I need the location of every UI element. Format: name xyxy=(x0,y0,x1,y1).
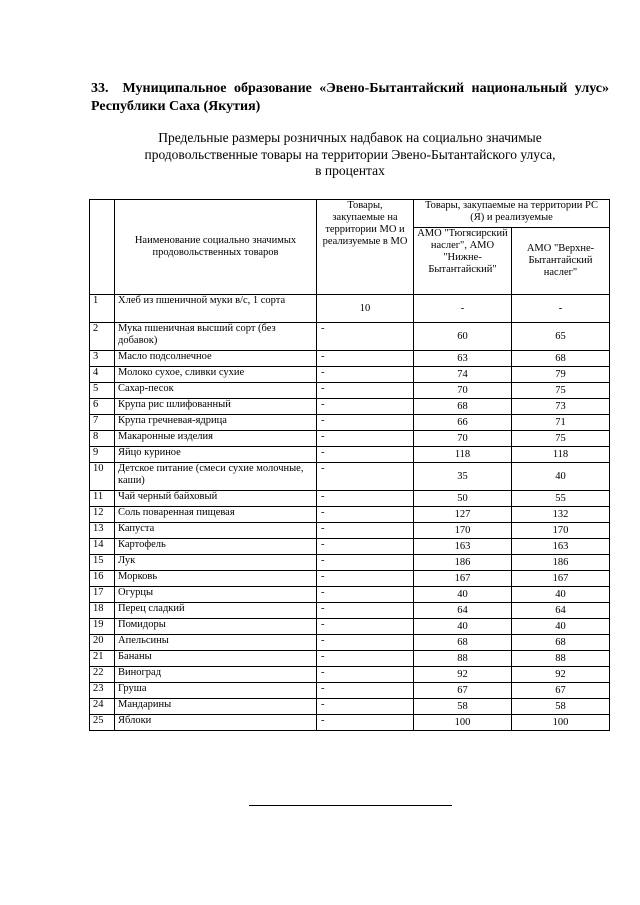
amo2-markup-value: 64 xyxy=(512,603,610,619)
amo2-markup-value: 88 xyxy=(512,651,610,667)
amo1-markup-value: 58 xyxy=(414,699,512,715)
header-amo-tyugyasir: АМО "Тюгясирский наслег", АМО "Нижне-Бытантайский" xyxy=(414,228,512,295)
mo-markup-value: - xyxy=(317,635,414,651)
table-caption xyxy=(91,130,609,180)
amo2-markup-value: 167 xyxy=(512,571,610,587)
table-row xyxy=(90,383,610,399)
mo-markup-value: - xyxy=(317,683,414,699)
table-row xyxy=(90,699,610,715)
table-row xyxy=(90,367,610,383)
product-name: Лук xyxy=(115,555,317,571)
amo1-markup-value: 74 xyxy=(414,367,512,383)
header-mo-goods: Товары, закупаемые на территории МО и реализуемые в МО xyxy=(317,200,414,295)
table-row xyxy=(90,351,610,367)
row-number: 25 xyxy=(90,715,115,731)
amo2-markup-value: 67 xyxy=(512,683,610,699)
product-name: Апельсины xyxy=(115,635,317,651)
row-number: 22 xyxy=(90,667,115,683)
row-number: 3 xyxy=(90,351,115,367)
product-name: Соль поваренная пищевая xyxy=(115,507,317,523)
amo1-markup-value: 70 xyxy=(414,383,512,399)
mo-markup-value: - xyxy=(317,651,414,667)
header-product-name: Наименование социально значимых продовольственных товаров xyxy=(115,200,317,295)
mo-markup-value: - xyxy=(317,555,414,571)
caption-line-2: продовольственные товары на территории Эвено-Бытантайского улуса, xyxy=(144,146,556,162)
table-row xyxy=(90,491,610,507)
table-row xyxy=(90,635,610,651)
amo2-markup-value: 65 xyxy=(512,323,610,351)
table-row xyxy=(90,523,610,539)
amo2-markup-value: 163 xyxy=(512,539,610,555)
amo2-markup-value: 73 xyxy=(512,399,610,415)
amo1-markup-value: 63 xyxy=(414,351,512,367)
table-row xyxy=(90,587,610,603)
product-name: Картофель xyxy=(115,539,317,555)
row-number: 7 xyxy=(90,415,115,431)
amo2-markup-value: 100 xyxy=(512,715,610,731)
table-row xyxy=(90,667,610,683)
mo-markup-value: - xyxy=(317,667,414,683)
amo1-markup-value: 170 xyxy=(414,523,512,539)
amo2-markup-value: 58 xyxy=(512,699,610,715)
mo-markup-value: - xyxy=(317,699,414,715)
table-row xyxy=(90,571,610,587)
table-row xyxy=(90,683,610,699)
amo1-markup-value: 40 xyxy=(414,619,512,635)
table-row xyxy=(90,507,610,523)
amo1-markup-value: 118 xyxy=(414,447,512,463)
amo1-markup-value: 167 xyxy=(414,571,512,587)
table-row xyxy=(90,431,610,447)
amo2-markup-value: 68 xyxy=(512,351,610,367)
mo-markup-value: - xyxy=(317,491,414,507)
amo1-markup-value: 70 xyxy=(414,431,512,447)
header-amo-verkhne: АМО "Верхне-Бытантайский наслег" xyxy=(512,228,610,295)
mo-markup-value: - xyxy=(317,507,414,523)
document-heading xyxy=(91,80,609,116)
mo-markup-value: - xyxy=(317,523,414,539)
row-number: 16 xyxy=(90,571,115,587)
amo1-markup-value: 68 xyxy=(414,635,512,651)
amo1-markup-value: 100 xyxy=(414,715,512,731)
table-row xyxy=(90,295,610,323)
product-name: Чай черный байховый xyxy=(115,491,317,507)
mo-markup-value: - xyxy=(317,603,414,619)
mo-markup-value: - xyxy=(317,351,414,367)
product-name: Перец сладкий xyxy=(115,603,317,619)
product-name: Молоко сухое, сливки сухие xyxy=(115,367,317,383)
table-row xyxy=(90,619,610,635)
product-name: Крупа рис шлифованный xyxy=(115,399,317,415)
mo-markup-value: - xyxy=(317,539,414,555)
table-row xyxy=(90,715,610,731)
mo-markup-value: - xyxy=(317,399,414,415)
product-name: Мука пшеничная высший сорт (без добавок) xyxy=(115,323,317,351)
product-name: Масло подсолнечное xyxy=(115,351,317,367)
row-number: 1 xyxy=(90,295,115,323)
amo1-markup-value: 66 xyxy=(414,415,512,431)
table-row xyxy=(90,651,610,667)
product-name: Мандарины xyxy=(115,699,317,715)
row-number: 10 xyxy=(90,463,115,491)
row-number: 23 xyxy=(90,683,115,699)
amo2-markup-value: 71 xyxy=(512,415,610,431)
product-name: Капуста xyxy=(115,523,317,539)
amo2-markup-value: 186 xyxy=(512,555,610,571)
mo-markup-value: 10 xyxy=(317,295,414,323)
table-row xyxy=(90,323,610,351)
table-body xyxy=(90,295,610,731)
mo-markup-value: - xyxy=(317,415,414,431)
amo1-markup-value: 127 xyxy=(414,507,512,523)
mo-markup-value: - xyxy=(317,619,414,635)
amo2-markup-value: 68 xyxy=(512,635,610,651)
table-row xyxy=(90,399,610,415)
footer-separator-line xyxy=(249,805,452,806)
amo2-markup-value: 79 xyxy=(512,367,610,383)
row-number: 15 xyxy=(90,555,115,571)
mo-markup-value: - xyxy=(317,323,414,351)
amo1-markup-value: 67 xyxy=(414,683,512,699)
row-number: 18 xyxy=(90,603,115,619)
product-name: Огурцы xyxy=(115,587,317,603)
table-row xyxy=(90,463,610,491)
mo-markup-value: - xyxy=(317,463,414,491)
heading-number: 33. xyxy=(91,81,109,96)
mo-markup-value: - xyxy=(317,715,414,731)
product-name: Яблоки xyxy=(115,715,317,731)
amo1-markup-value: 50 xyxy=(414,491,512,507)
mo-markup-value: - xyxy=(317,367,414,383)
row-number: 20 xyxy=(90,635,115,651)
amo1-markup-value: 68 xyxy=(414,399,512,415)
row-number: 12 xyxy=(90,507,115,523)
row-number: 6 xyxy=(90,399,115,415)
product-name: Крупа гречневая-ядрица xyxy=(115,415,317,431)
product-name: Сахар-песок xyxy=(115,383,317,399)
header-number xyxy=(90,200,115,295)
row-number: 8 xyxy=(90,431,115,447)
mo-markup-value: - xyxy=(317,383,414,399)
table-row xyxy=(90,603,610,619)
amo1-markup-value: 40 xyxy=(414,587,512,603)
amo1-markup-value: 35 xyxy=(414,463,512,491)
header-rs-goods: Товары, закупаемые на территории РС (Я) и реализуемые xyxy=(414,200,610,228)
product-name: Морковь xyxy=(115,571,317,587)
amo2-markup-value: 75 xyxy=(512,431,610,447)
amo2-markup-value: 118 xyxy=(512,447,610,463)
product-name: Помидоры xyxy=(115,619,317,635)
row-number: 14 xyxy=(90,539,115,555)
row-number: 24 xyxy=(90,699,115,715)
heading-text: Муниципальное образование «Эвено-Бытантайский национальный улус» Республики Саха (Якутия) xyxy=(91,81,609,114)
amo1-markup-value: 88 xyxy=(414,651,512,667)
row-number: 19 xyxy=(90,619,115,635)
markup-table xyxy=(89,199,610,731)
amo2-markup-value: - xyxy=(512,295,610,323)
product-name: Виноград xyxy=(115,667,317,683)
amo2-markup-value: 92 xyxy=(512,667,610,683)
row-number: 2 xyxy=(90,323,115,351)
amo1-markup-value: 163 xyxy=(414,539,512,555)
amo2-markup-value: 170 xyxy=(512,523,610,539)
amo1-markup-value: 92 xyxy=(414,667,512,683)
amo1-markup-value: - xyxy=(414,295,512,323)
table-row xyxy=(90,539,610,555)
row-number: 4 xyxy=(90,367,115,383)
row-number: 5 xyxy=(90,383,115,399)
product-name: Детское питание (смеси сухие молочные, каши) xyxy=(115,463,317,491)
amo1-markup-value: 186 xyxy=(414,555,512,571)
amo2-markup-value: 75 xyxy=(512,383,610,399)
mo-markup-value: - xyxy=(317,447,414,463)
amo2-markup-value: 40 xyxy=(512,619,610,635)
table-row xyxy=(90,415,610,431)
row-number: 13 xyxy=(90,523,115,539)
amo2-markup-value: 40 xyxy=(512,587,610,603)
mo-markup-value: - xyxy=(317,571,414,587)
product-name: Хлеб из пшеничной муки в/с, 1 сорта xyxy=(115,295,317,323)
mo-markup-value: - xyxy=(317,587,414,603)
mo-markup-value: - xyxy=(317,431,414,447)
amo2-markup-value: 55 xyxy=(512,491,610,507)
table-row xyxy=(90,447,610,463)
caption-line-3: в процентах xyxy=(315,163,385,178)
row-number: 11 xyxy=(90,491,115,507)
product-name: Бананы xyxy=(115,651,317,667)
amo2-markup-value: 132 xyxy=(512,507,610,523)
product-name: Груша xyxy=(115,683,317,699)
product-name: Макаронные изделия xyxy=(115,431,317,447)
row-number: 21 xyxy=(90,651,115,667)
amo2-markup-value: 40 xyxy=(512,463,610,491)
amo1-markup-value: 64 xyxy=(414,603,512,619)
row-number: 9 xyxy=(90,447,115,463)
row-number: 17 xyxy=(90,587,115,603)
table-row xyxy=(90,555,610,571)
caption-line-1: Предельные размеры розничных надбавок на социально значимые xyxy=(158,130,542,145)
product-name: Яйцо куриное xyxy=(115,447,317,463)
amo1-markup-value: 60 xyxy=(414,323,512,351)
